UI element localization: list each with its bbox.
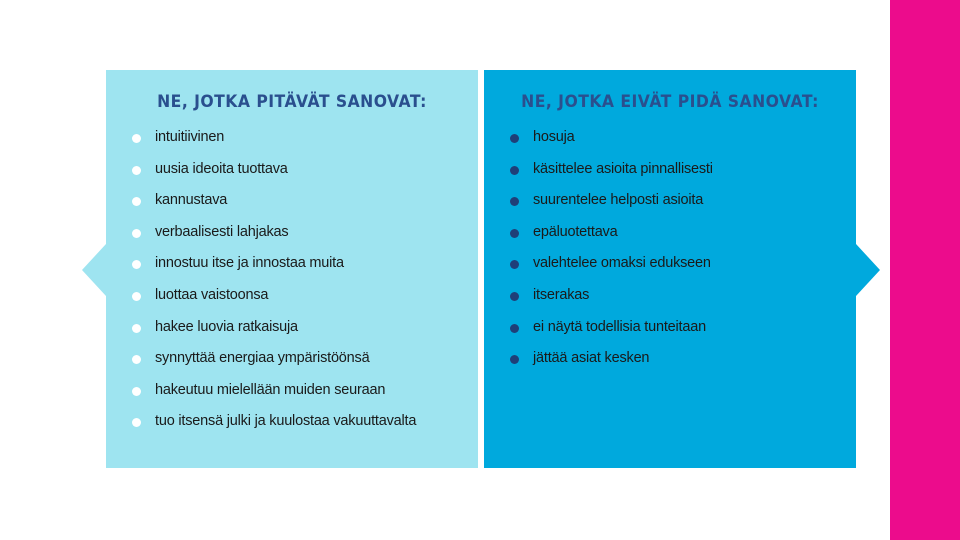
list-item-text: suurentelee helposti asioita	[533, 192, 704, 209]
list-item-text: innostuu itse ja innostaa muita	[155, 255, 344, 272]
right-arrow-shape	[856, 244, 880, 296]
list-item-text: itserakas	[533, 286, 590, 303]
list-item	[510, 192, 846, 224]
bullet-icon	[510, 355, 519, 364]
list-item	[132, 192, 468, 224]
list-item-text: valehtelee omaksi edukseen	[533, 255, 711, 272]
bullet-icon	[132, 324, 141, 333]
list-item-text: hakee luovia ratkaisuja	[155, 318, 298, 335]
bullet-icon	[132, 387, 141, 396]
positive-panel-heading: NE, JOTKA PITÄVÄT SANOVAT:	[157, 92, 427, 112]
negative-opinions-panel	[484, 70, 856, 468]
list-item-text: epäluotettava	[533, 223, 618, 240]
list-item	[510, 350, 846, 382]
list-item	[132, 255, 468, 287]
list-item	[510, 319, 846, 351]
list-item-text: intuitiivinen	[155, 129, 225, 145]
list-item	[132, 161, 468, 193]
accent-side-bar	[890, 0, 960, 540]
list-item-text: hosuja	[533, 129, 575, 145]
positive-opinions-panel	[106, 70, 478, 468]
bullet-icon	[132, 229, 141, 238]
bullet-icon	[510, 197, 519, 206]
bullet-icon	[132, 260, 141, 269]
list-item-text: luottaa vaistoonsa	[155, 286, 269, 303]
list-item	[510, 129, 846, 161]
negative-panel-heading: NE, JOTKA EIVÄT PIDÄ SANOVAT:	[521, 92, 819, 112]
bullet-icon	[510, 324, 519, 333]
list-item	[132, 413, 468, 445]
list-item	[132, 382, 468, 414]
positive-opinions-list	[132, 129, 468, 445]
list-item-text: jättää asiat kesken	[533, 350, 650, 367]
list-item-text: verbaalisesti lahjakas	[155, 223, 289, 240]
bullet-icon	[132, 292, 141, 301]
list-item	[132, 287, 468, 319]
bullet-icon	[132, 355, 141, 364]
bullet-icon	[510, 166, 519, 175]
list-item	[132, 319, 468, 351]
list-item	[132, 129, 468, 161]
list-item	[132, 350, 468, 382]
list-item-text: hakeutuu mielellään muiden seuraan	[155, 381, 386, 398]
list-item	[510, 287, 846, 319]
list-item	[510, 255, 846, 287]
list-item-text: ei näytä todellisia tunteitaan	[533, 318, 706, 335]
bullet-icon	[510, 260, 519, 269]
list-item	[510, 224, 846, 256]
bullet-icon	[510, 134, 519, 143]
bullet-icon	[132, 197, 141, 206]
left-arrow-shape	[82, 244, 106, 296]
bullet-icon	[132, 418, 141, 427]
bullet-icon	[132, 166, 141, 175]
list-item-text: synnyttää energiaa ympäristöönsä	[155, 350, 370, 367]
list-item	[510, 161, 846, 193]
list-item-text: tuo itsensä julki ja kuulostaa vakuuttavalta	[155, 413, 417, 430]
bullet-icon	[510, 229, 519, 238]
list-item-text: uusia ideoita tuottava	[155, 160, 288, 177]
list-item-text: käsittelee asioita pinnallisesti	[533, 160, 713, 177]
list-item-text: kannustava	[155, 192, 228, 209]
bullet-icon	[132, 134, 141, 143]
negative-opinions-list	[510, 129, 846, 382]
list-item	[132, 224, 468, 256]
bullet-icon	[510, 292, 519, 301]
